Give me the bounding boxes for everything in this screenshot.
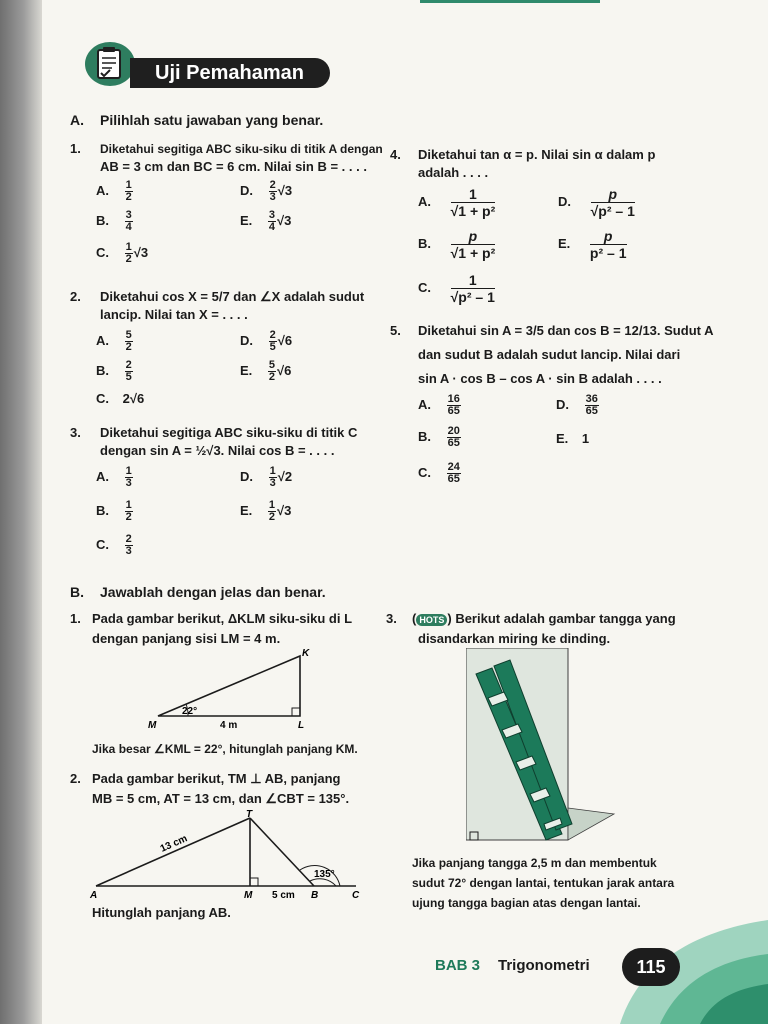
q2-text-line2: lancip. Nilai tan X = . . . . [100, 307, 248, 322]
section-b-label: B. [70, 584, 84, 600]
q2-option-a: A. $\frac{5}{2}$ [96, 329, 132, 353]
q2-option-b: B. $\frac{2}{5}$ [96, 359, 132, 383]
b1-text-line1: Pada gambar berikut, ΔKLM siku-siku di L [92, 611, 353, 626]
q4-option-c: C. $\frac{1}{\text{√p² – 1}}$ [418, 272, 495, 305]
footer-chapter: BAB 3 [435, 957, 481, 974]
label-angle-135: 135° [314, 869, 335, 880]
label-b: B [311, 890, 319, 901]
label-t: T [246, 809, 253, 820]
q5-option-b: B. $\frac{20}{65}$ [418, 425, 460, 449]
q3-text-line2: dengan sin A = ½√3. Nilai cos B = . . . . [100, 443, 335, 458]
q4-option-a: A. $\frac{1}{\text{√1 + p²}}$ [418, 186, 496, 219]
b1-question: Jika besar ∠KML = 22°, hitunglah panjang KM. [92, 742, 358, 756]
q5-number: 5. [390, 323, 401, 338]
q3-text-line1: Diketahui segitiga ABC siku-siku di titik C [100, 425, 358, 440]
q2-option-e: E. $\frac{5}{2}$ √6 [240, 359, 292, 383]
label-at: 13 cm [158, 833, 190, 855]
q2-option-d: D. $\frac{2}{5}$ √6 [240, 329, 293, 353]
b3-number: 3. [386, 611, 397, 626]
q3-option-c: C. $\frac{2}{3}$ [96, 533, 132, 557]
q1-option-c: C. $\frac{1}{2}$ √3 [96, 241, 149, 265]
q1-option-e: E. $\frac{3}{4}$ √3 [240, 209, 292, 233]
triangle-atb-figure [86, 808, 366, 904]
b3-text-line2: disandarkan miring ke dinding. [418, 631, 611, 646]
q3-option-e: E. $\frac{1}{2}$ √3 [240, 499, 292, 523]
q5-option-c: C. $\frac{24}{65}$ [418, 461, 460, 485]
label-angle-22: 22° [182, 706, 198, 717]
label-k: K [302, 648, 310, 659]
q3-option-a: A. $\frac{1}{3}$ [96, 465, 132, 489]
label-mb: 5 cm [272, 890, 295, 901]
q3-option-b: B. $\frac{1}{2}$ [96, 499, 132, 523]
q4-option-d: D. $\frac{p}{\text{√p² – 1}}$ [558, 186, 635, 219]
label-m: M [148, 720, 157, 731]
q5-option-d: D. $\frac{36}{65}$ [556, 393, 598, 417]
label-c: C [352, 890, 360, 901]
q5-option-a: A. $\frac{16}{65}$ [418, 393, 460, 417]
triangle-klm-figure [140, 646, 320, 732]
b1-text-line2: dengan panjang sisi LM = 4 m. [92, 631, 281, 646]
q4-number: 4. [390, 147, 401, 162]
q5-text-line3: sin A · cos B – cos A · sin B adalah . . . . [418, 371, 662, 386]
hots-badge: HOTS [416, 614, 447, 626]
q1-text-line2: AB = 3 cm dan BC = 6 cm. Nilai sin B = . . . . [100, 159, 367, 174]
label-m2: M [244, 890, 253, 901]
q2-option-c: C. 2√6 [96, 391, 145, 406]
section-b-instruction: Jawablah dengan jelas dan benar. [100, 584, 326, 600]
footer-chapter-title: Trigonometri [498, 957, 590, 974]
clipboard-icon [84, 40, 136, 88]
b3-text-line1: ( HOTS ) Berikut adalah gambar tangga yang [412, 611, 676, 626]
q4-option-e: E. $\frac{p}{\text{p² – 1}}$ [558, 228, 627, 261]
q1-text-line1: Diketahui segitiga ABC siku-siku di titik A dengan [100, 142, 383, 156]
label-a: A [90, 890, 98, 901]
q1-option-d: D. $\frac{2}{3}$ √3 [240, 179, 293, 203]
q4-text-line1: Diketahui tan α = p. Nilai sin α dalam p [418, 147, 656, 162]
q3-option-d: D. $\frac{1}{3}$ √2 [240, 465, 293, 489]
q2-text-line1: Diketahui cos X = 5/7 dan ∠X adalah sudut [100, 289, 365, 304]
b2-number: 2. [70, 771, 81, 786]
top-accent-line [420, 0, 600, 3]
q1-option-a: A. $\frac{1}{2}$ [96, 179, 132, 203]
b2-question: Hitunglah panjang AB. [92, 905, 231, 920]
b3-text-line3: Jika panjang tangga 2,5 m dan membentuk [412, 856, 657, 870]
ladder-illustration [466, 648, 616, 844]
page-title: Uji Pemahaman [155, 62, 304, 84]
b1-number: 1. [70, 611, 81, 626]
section-a-label: A. [70, 112, 84, 128]
q3-number: 3. [70, 425, 81, 440]
label-l: L [298, 720, 305, 731]
page-binding-shadow [0, 0, 42, 1024]
q4-text-line2: adalah . . . . [418, 165, 489, 180]
q4-option-b: B. $\frac{p}{\text{√1 + p²}}$ [418, 228, 496, 261]
b2-text-line1: Pada gambar berikut, TM ⊥ AB, panjang [92, 771, 341, 786]
q1-option-b: B. $\frac{3}{4}$ [96, 209, 132, 233]
b3-text-line4: sudut 72° dengan lantai, tentukan jarak antara [412, 876, 675, 890]
q5-text-line1: Diketahui sin A = 3/5 dan cos B = 12/13. Sudut A [418, 323, 714, 338]
section-a-instruction: Pilihlah satu jawaban yang benar. [100, 112, 324, 128]
q1-number: 1. [70, 141, 81, 156]
q5-option-e: E. 1 [556, 431, 590, 446]
q2-number: 2. [70, 289, 81, 304]
page-number: 115 [622, 948, 680, 986]
b2-text-line2: MB = 5 cm, AT = 13 cm, dan ∠CBT = 135°. [92, 791, 350, 806]
b3-text-line5: ujung tangga bagian atas dengan lantai. [412, 896, 641, 910]
q5-text-line2: dan sudut B adalah sudut lancip. Nilai dari [418, 347, 681, 362]
label-side-lm: 4 m [220, 720, 238, 731]
